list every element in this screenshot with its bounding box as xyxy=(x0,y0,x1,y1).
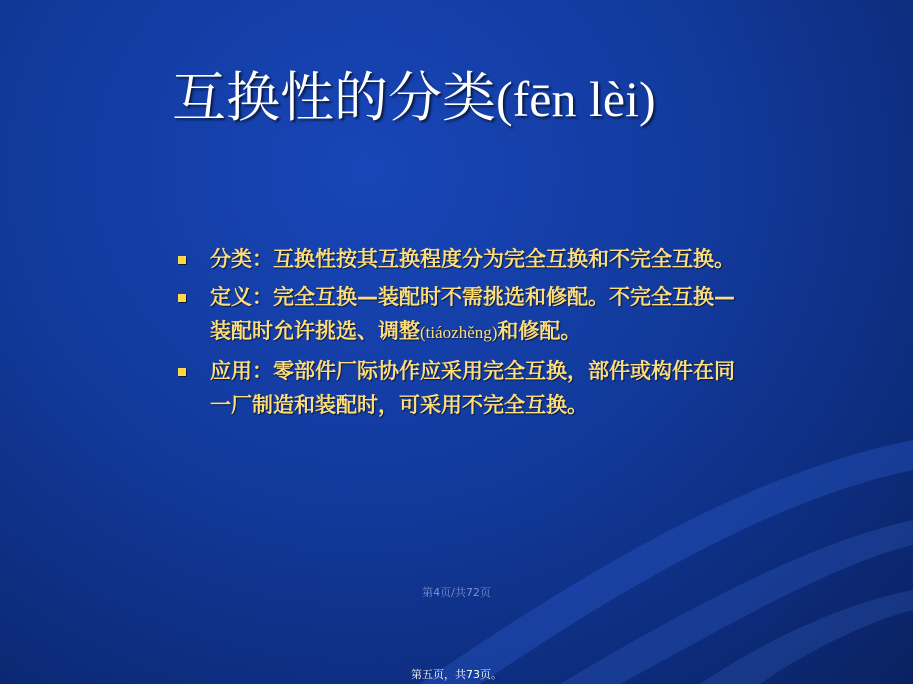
page-number-footer: 第五页，共73页。 xyxy=(411,668,502,681)
bullet-item-application xyxy=(172,354,742,422)
title-pinyin: (fēn lèi) xyxy=(496,71,656,127)
square-bullet-icon xyxy=(178,256,186,264)
title-chinese: 互换性的分类 xyxy=(172,66,496,129)
bullet-item-classification xyxy=(172,242,742,276)
bullet-text: 分类：互换性按其互换程度分为完全互换和不完全互换。 xyxy=(210,247,735,271)
bullet-list xyxy=(172,242,742,426)
bullet-pinyin: (tiáozhěng) xyxy=(420,323,498,342)
slide-title xyxy=(172,62,656,135)
bullet-text-post: 和修配。 xyxy=(497,319,582,343)
bullet-item-definition xyxy=(172,280,742,350)
square-bullet-icon xyxy=(178,368,186,376)
bullet-text: 应用：零部件厂际协作应采用完全互换，部件或构件在同一厂制造和装配时，可采用不完全互换。 xyxy=(210,359,735,417)
page-number-watermark: 第4页/共72页 xyxy=(422,586,491,599)
square-bullet-icon xyxy=(178,294,186,302)
bullet-text-pre: 定义：完全互换—装配时不需挑选和修配。不完全互换—装配时允许挑选、调整 xyxy=(210,285,735,343)
